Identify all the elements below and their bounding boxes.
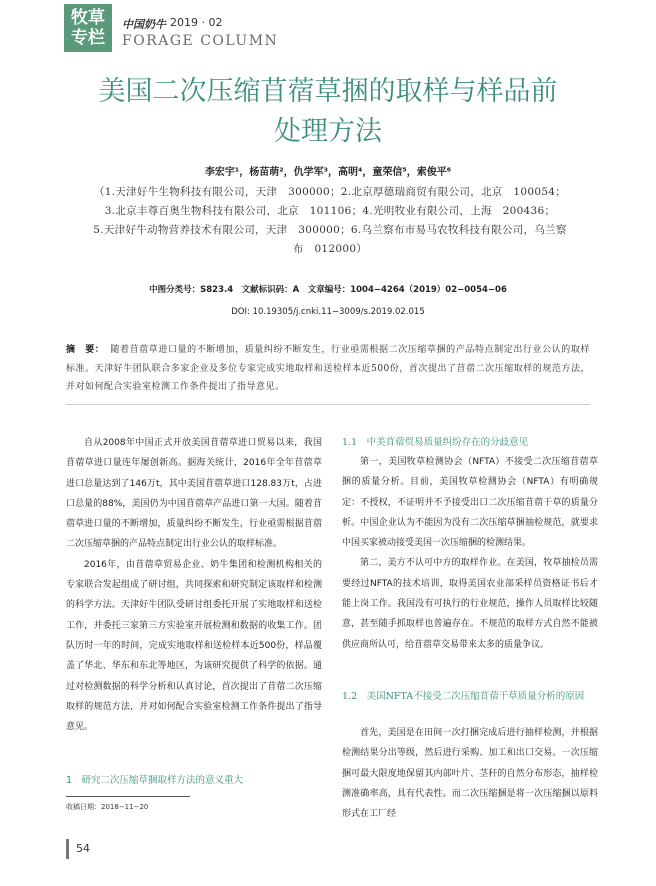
column-name-en: FORAGE COLUMN bbox=[122, 33, 279, 49]
page-number: 54 bbox=[76, 842, 90, 855]
title-line-2: 处理方法 bbox=[274, 116, 382, 147]
paragraph: 第一，美国牧草检测协会（NFTA）不接受二次压缩苜蓿草捆的质量分析。目前，美国牧草检测协会（NFTA）有明确规定：不授权，不证明并不予接受出口二次压缩苜蓿干草的质量分析。中国企业认为不能因为没有二次压缩草捆抽检规范，就要求中国买家被动接受美国一次压缩捆的检测结果。 bbox=[342, 457, 598, 549]
body-left-column bbox=[66, 433, 322, 737]
affiliations bbox=[40, 183, 620, 259]
affiliation-line: 3.北京丰尊百奥生物科技有限公司，北京 101106；4.光明牧业有限公司，上海 200436； bbox=[104, 205, 556, 217]
paragraph: 2016年，由苜蓿草贸易企业、奶牛集团和检测机构相关的专家联合发起组成了研讨组，共同探索和研究制定该取样和检测的科学方法。天津好牛团队受研讨组委托开展了实地取样和送检工作，并委托三家第三方实验室开展检测和数据的收集工作。团队历时一年的时间，完成实地取样和送检样本近500份，样品覆盖了华北、华东和东北等地区，为该研究提供了科学的依据。通过对检测数据的科学分析和认真讨论，首次提出了苜蓿二次压缩取样的规范方法，并对如何配合实验室检测工作条件提出了指导意见。 bbox=[66, 559, 322, 733]
page-number-bar bbox=[66, 839, 69, 859]
doi: DOI: 10.19305/j.cnki.11−3009/s.2019.02.015 bbox=[231, 307, 425, 317]
received-date: 收稿日期：2018−11−20 bbox=[66, 803, 149, 811]
footnote-rule bbox=[66, 796, 190, 797]
magazine-name: 中国奶牛 bbox=[122, 18, 166, 31]
abstract bbox=[66, 341, 590, 397]
column-badge-line2: 专栏 bbox=[71, 28, 105, 48]
article-title bbox=[40, 72, 616, 152]
classification-line: 中图分类号：S823.4 文献标识码：A 文章编号：1004−4264（2019）02−0054−06 bbox=[149, 285, 507, 295]
column-badge-line1: 牧草 bbox=[71, 8, 105, 28]
column-badge bbox=[64, 4, 112, 52]
issue-number: 2019 · 02 bbox=[170, 16, 223, 29]
paragraph: 自从2008年中国正式开放美国苜蓿草进口贸易以来，我国苜蓿草进口量连年屡创新高。据海关统计，2016年全年苜蓿草进口总量达到了146万t，其中美国苜蓿草进口128.83万t，占进口总量的88%，美国仍为中国苜蓿草产品进口第一大国。随着苜蓿草进口量的不断增加，质量纠纷不断发生，行业亟需根据苜蓿二次压缩草捆的产品特点制定出行业公认的取样标准。 bbox=[66, 438, 322, 550]
body-right-column-bottom bbox=[342, 723, 598, 824]
abstract-text: 随着苜蓿草进口量的不断增加，质量纠纷不断发生，行业亟需根据二次压缩草捆的产品特点制定出行业公认的取样标准。天津好牛团队联合多家企业及多位专家完成实地取样和送检样本近500份，首次提出了苜蓿二次压缩取样的规范方法，并对如何配合实验室检测工作条件提出了指导意见。 bbox=[66, 345, 590, 392]
authors: 李宏宇¹，杨苗萌²，仇学军³，高明⁴，童荣信⁵，索俊平⁶ bbox=[204, 167, 452, 178]
abstract-label: 摘 要： bbox=[66, 345, 105, 355]
divider bbox=[66, 404, 590, 405]
affiliation-line: （1.天津好牛生物科技有限公司，天津 300000；2.北京厚德瑞商贸有限公司，北京 100054； bbox=[93, 186, 567, 198]
paragraph: 第二，美方不认可中方的取样作业。在美国，牧草抽检员需要经过NFTA的技术培训，取得美国农业部采样员资格证书后才能上岗工作。我国没有可执行的行业规范，操作人员取样比较随意，甚至随手抓取样也普遍存在。不规范的取样方式自然不能被供应商所认可，给苜蓿草交易带来太多的质量争议。 bbox=[342, 558, 598, 650]
section-heading-1-2: 1.2 美国NFTA不接受二次压缩苜蓿干草质量分析的原因 bbox=[342, 691, 585, 702]
affiliation-line: 布 012000） bbox=[292, 243, 368, 255]
section-heading-1-1: 1.1 中美苜蓿贸易质量纠纷存在的分歧意见 bbox=[342, 437, 529, 448]
title-line-1: 美国二次压缩苜蓿草捆的取样与样品前 bbox=[98, 76, 558, 107]
paragraph: 首先，美国是在田间一次打捆完成后进行抽样检测，并根据检测结果分出等级，然后进行采购、加工和出口交易。一次压缩捆可最大限度地保留其内部叶片、茎秆的自然分布形态，抽样检测准确率高，具有代表性。而二次压缩捆是将一次压缩捆以原料形式在工厂经 bbox=[342, 728, 598, 820]
affiliation-line: 5.天津好牛动物营养技术有限公司，天津 300000；6.乌兰察布市易马农牧科技有限公司，乌兰察 bbox=[93, 224, 567, 236]
section-heading-1: 1 研究二次压缩草捆取样方法的意义重大 bbox=[66, 775, 244, 786]
body-right-column-top bbox=[342, 452, 598, 655]
